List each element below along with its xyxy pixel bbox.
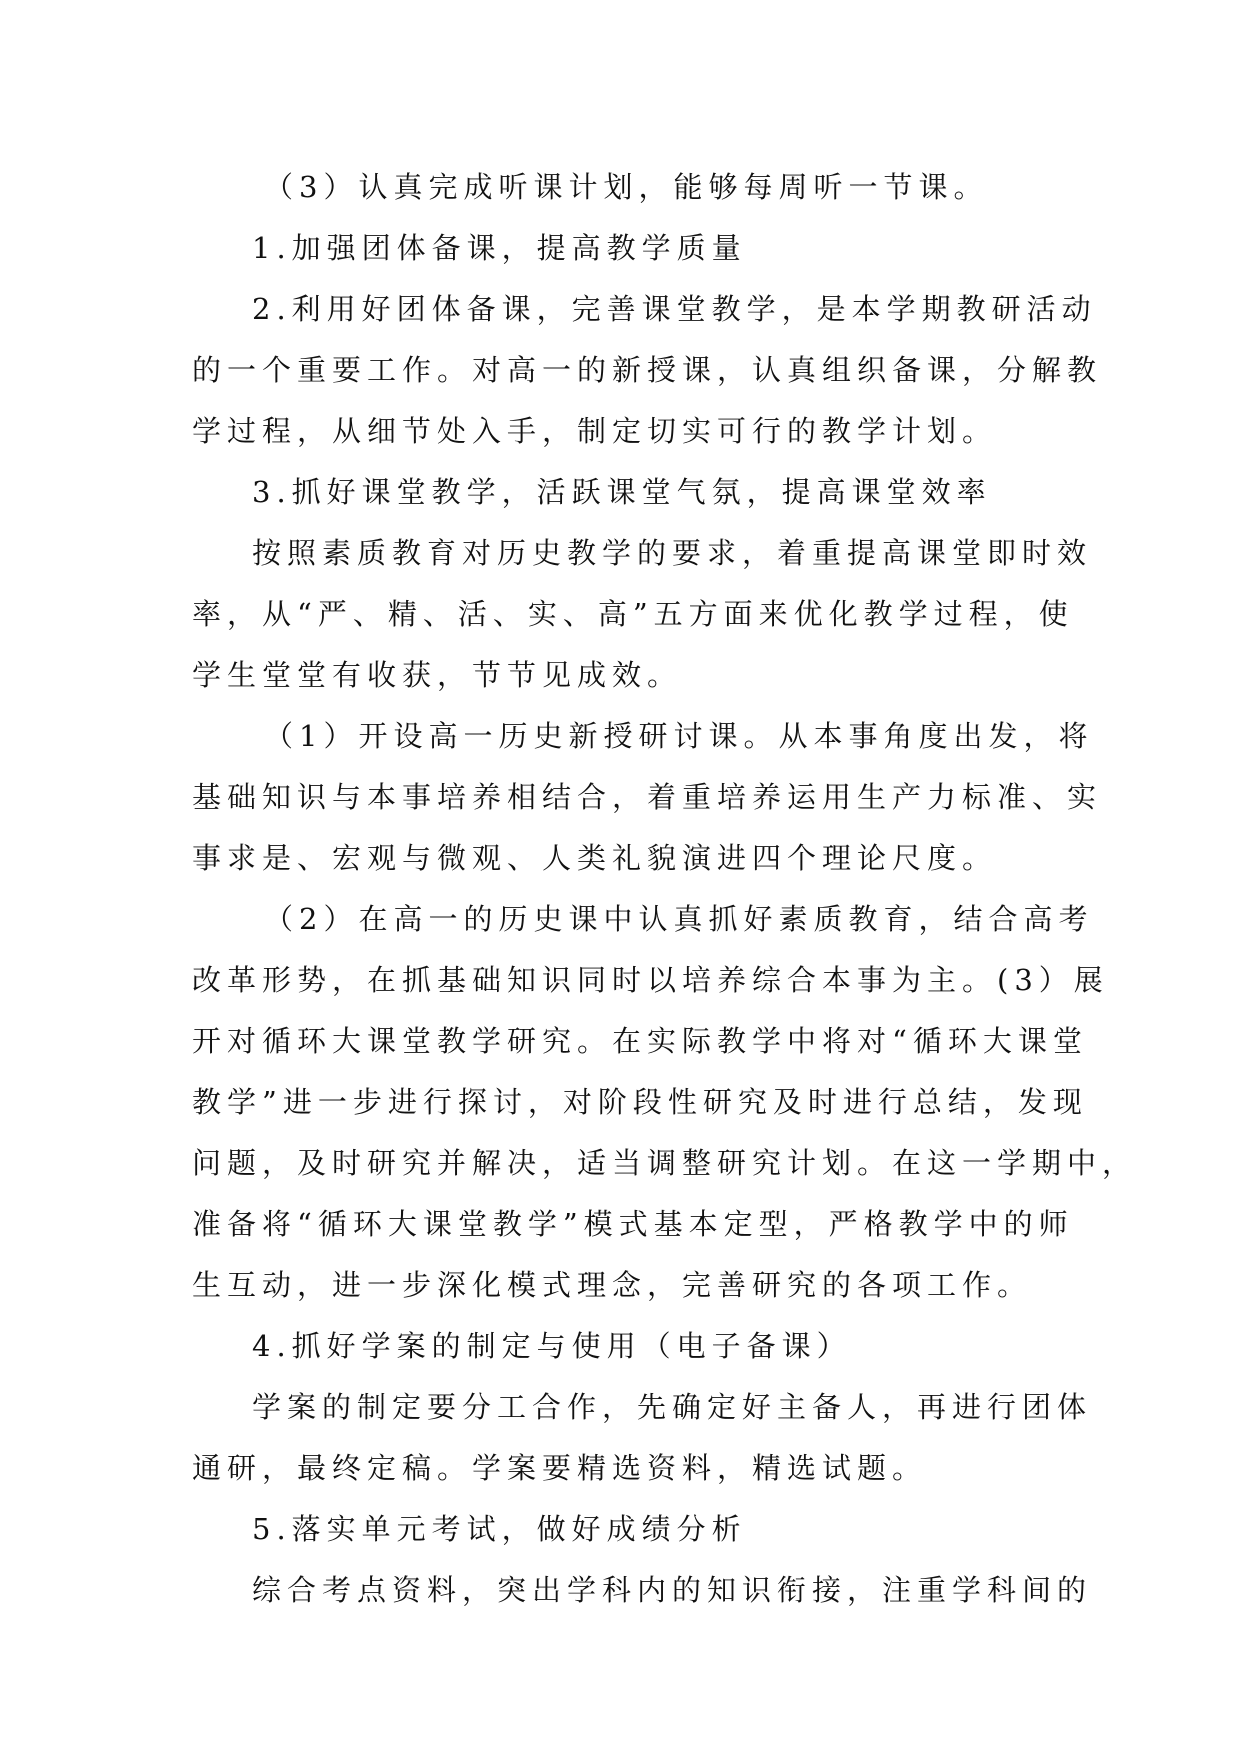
text-line: 改革形势，在抓基础知识同时以培养综合本事为主。(3）展: [192, 963, 1109, 997]
text-line: 1.加强团体备课，提高教学质量: [252, 231, 747, 265]
text-line: 按照素质教育对历史教学的要求，着重提高课堂即时效: [252, 536, 1093, 570]
text-line: （2）在高一的历史课中认真抓好素质教育，结合高考: [264, 902, 1094, 936]
text-line: 通研，最终定稿。学案要精选资料，精选试题。: [192, 1451, 928, 1485]
document-body: [192, 157, 1138, 1621]
text-line: （3）认真完成听课计划，能够每周听一节课。: [264, 170, 989, 204]
text-line: 率，从“严、精、活、实、高”五方面来优化教学过程，使: [192, 597, 1074, 631]
text-line: 4.抓好学案的制定与使用（电子备课）: [252, 1329, 852, 1363]
text-line: 学案的制定要分工合作，先确定好主备人，再进行团体: [252, 1390, 1093, 1424]
text-line: 生互动，进一步深化模式理念，完善研究的各项工作。: [192, 1268, 1033, 1302]
text-line: 的一个重要工作。对高一的新授课，认真组织备课，分解教: [192, 353, 1103, 387]
text-line: 3.抓好课堂教学，活跃课堂气氛，提高课堂效率: [252, 475, 992, 509]
text-line: 学生堂堂有收获，节节见成效。: [192, 658, 683, 692]
text-line: （1）开设高一历史新授研讨课。从本事角度出发，将: [264, 719, 1094, 753]
text-line: 学过程，从细节处入手，制定切实可行的教学计划。: [192, 414, 998, 448]
text-line: 问题，及时研究并解决，适当调整研究计划。在这一学期中，: [192, 1146, 1138, 1180]
text-line: 准备将“循环大课堂教学”模式基本定型，严格教学中的师: [192, 1207, 1074, 1241]
text-line: 综合考点资料，突出学科内的知识衔接，注重学科间的: [252, 1573, 1093, 1607]
text-line: 5.落实单元考试，做好成绩分析: [252, 1512, 747, 1546]
text-line: 教学”进一步进行探讨，对阶段性研究及时进行总结，发现: [192, 1085, 1088, 1119]
text-line: 基础知识与本事培养相结合，着重培养运用生产力标准、实: [192, 780, 1103, 814]
text-line: 开对循环大课堂教学研究。在实际教学中将对“循环大课堂: [192, 1024, 1088, 1058]
text-line: 2.利用好团体备课，完善课堂教学，是本学期教研活动: [252, 292, 1097, 326]
text-line: 事求是、宏观与微观、人类礼貌演进四个理论尺度。: [192, 841, 998, 875]
